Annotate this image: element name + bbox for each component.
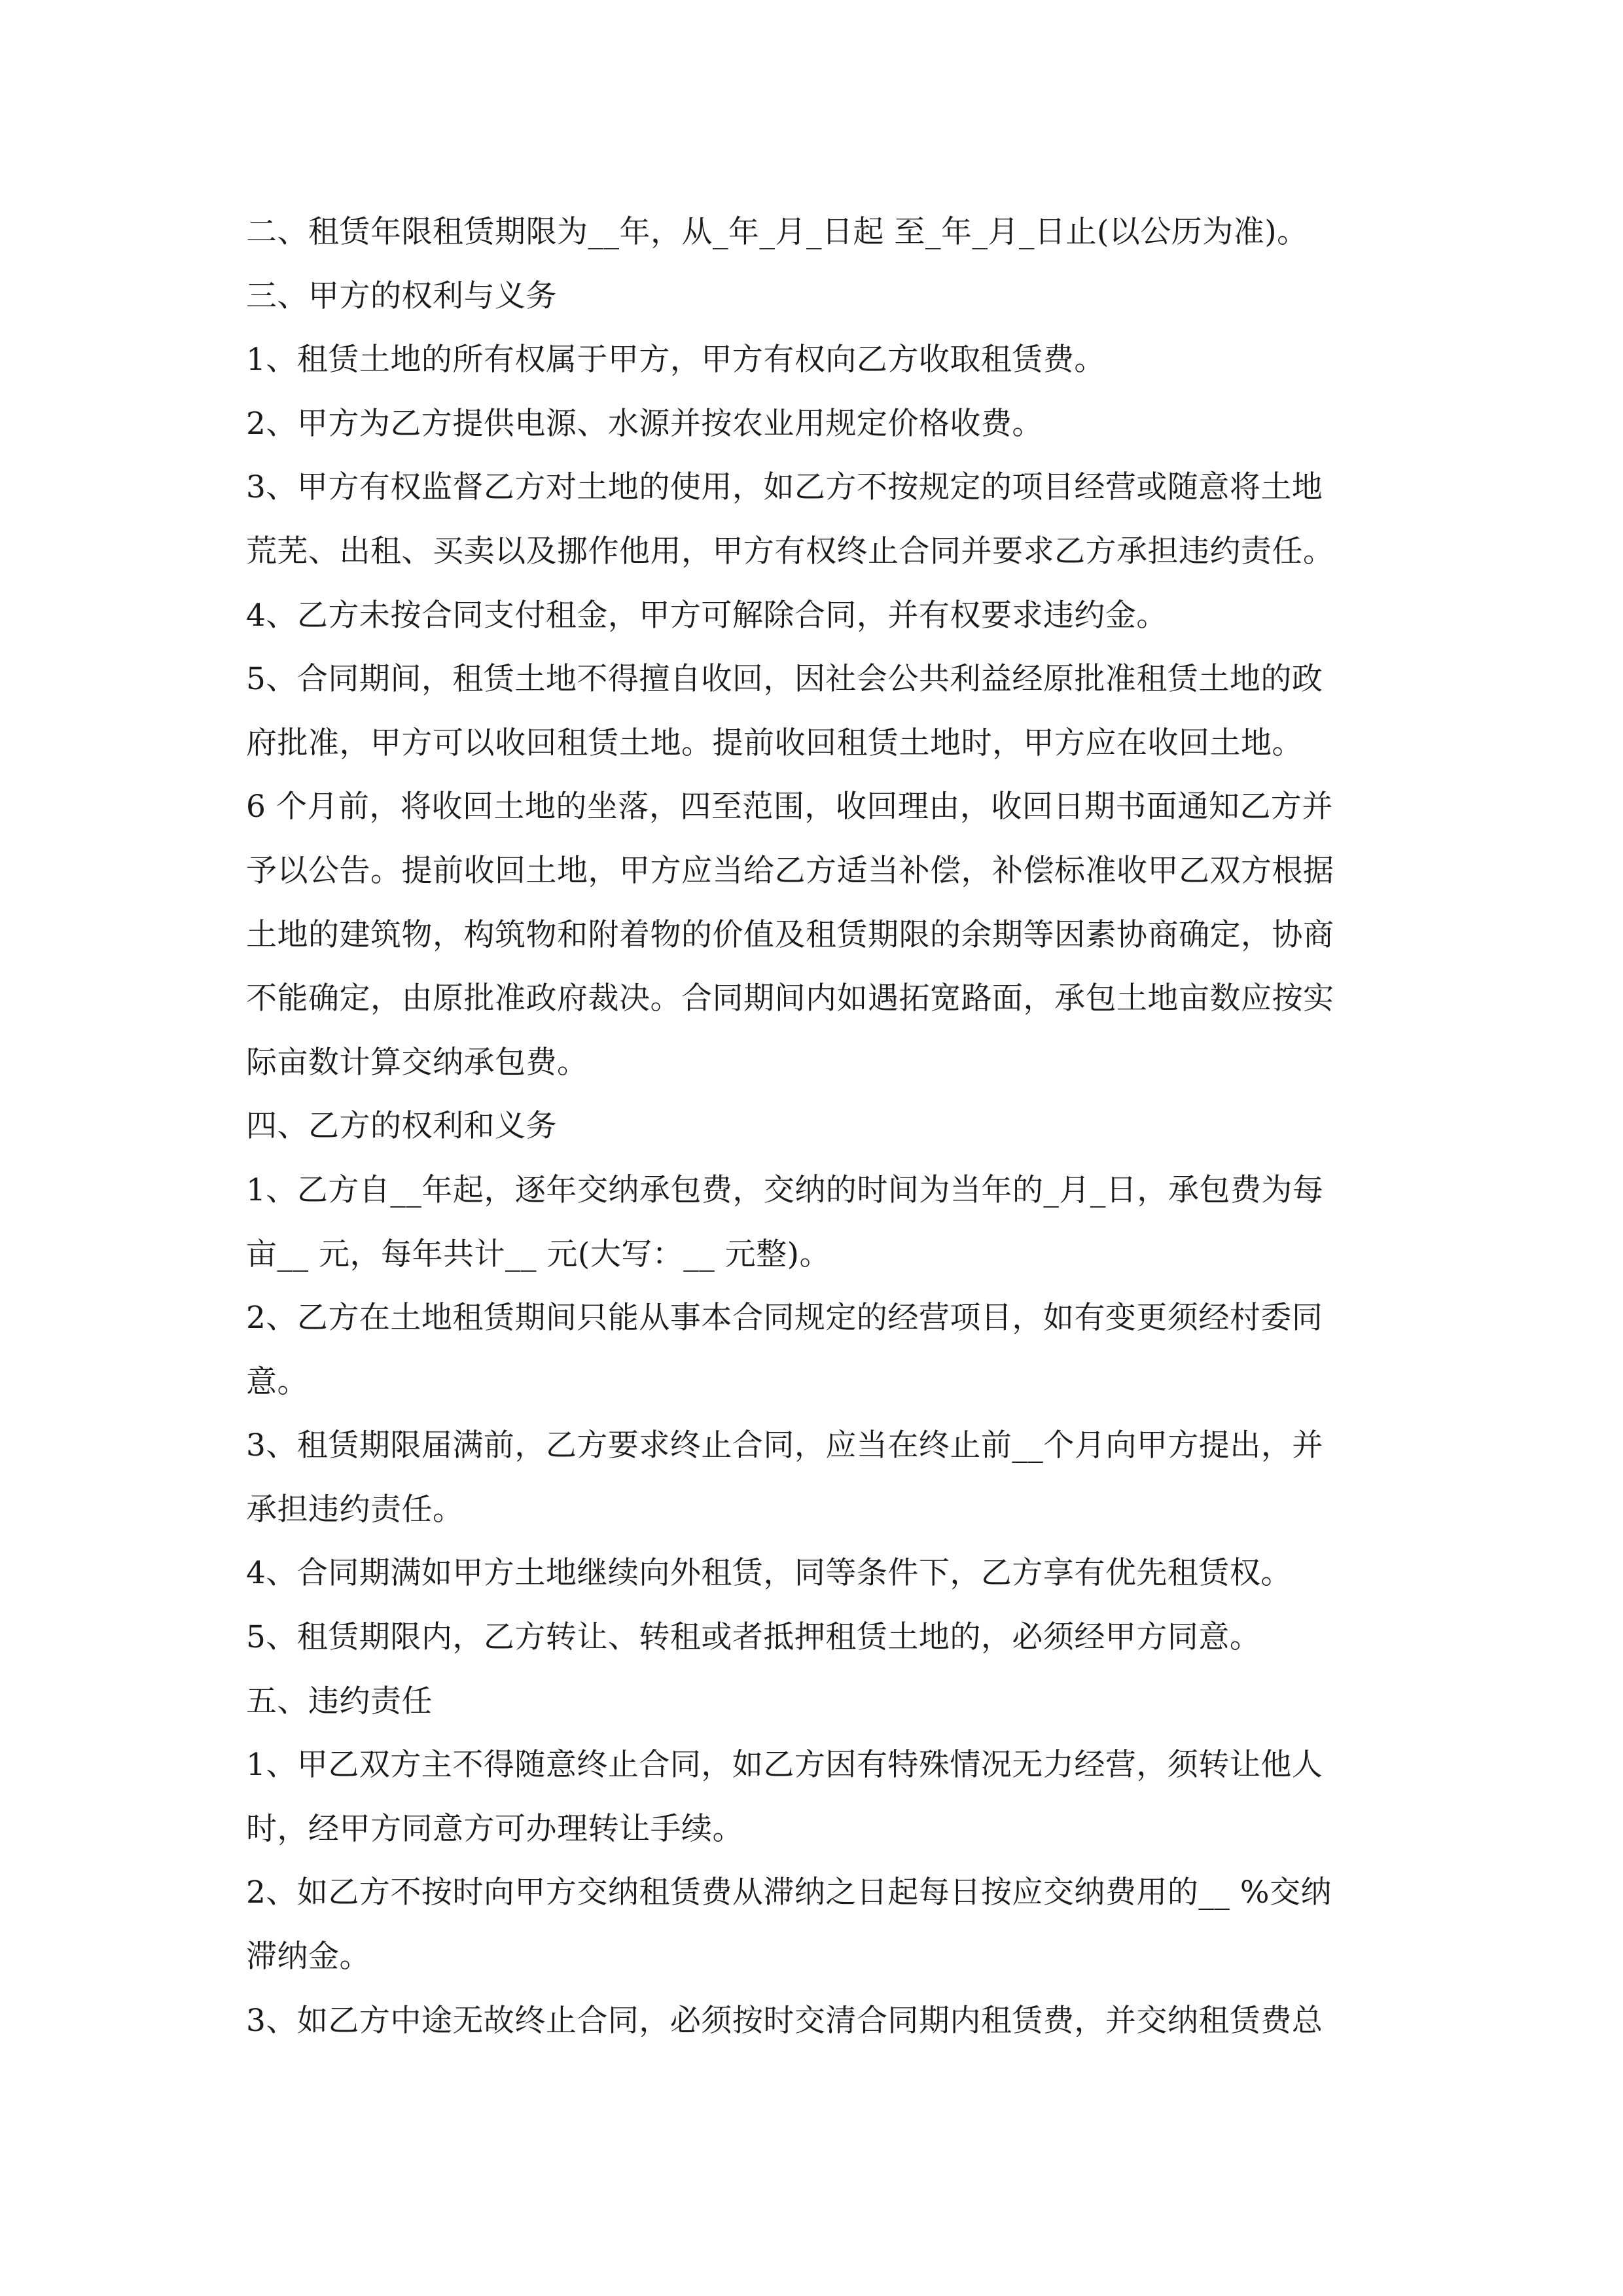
text-line: 3、甲方有权监督乙方对土地的使用，如乙方不按规定的项目经营或随意将土地 (246, 469, 1323, 506)
section-heading: 四、乙方的权利和义务 (246, 1108, 557, 1145)
text-line: 3、如乙方中途无故终止合同，必须按时交清合同期内租赁费，并交纳租赁费总 (246, 2002, 1323, 2039)
text-line: 1、甲乙双方主不得随意终止合同，如乙方因有特殊情况无力经营，须转让他人 (246, 1747, 1323, 1784)
text-line: 亩__ 元，每年共计__ 元(大写：__ 元整)。 (246, 1236, 830, 1272)
text-line: 4、乙方未按合同支付租金，甲方可解除合同，并有权要求违约金。 (246, 597, 1168, 634)
document-body (246, 200, 1391, 2053)
text-line: 4、合同期满如甲方土地继续向外租赁，同等条件下，乙方享有优先租赁权。 (246, 1555, 1292, 1592)
text-line: 2、如乙方不按时向甲方交纳租赁费从滞纳之日起每日按应交纳费用的__ %交纳 (246, 1874, 1332, 1911)
text-line: 时，经甲方同意方可办理转让手续。 (246, 1810, 743, 1847)
text-line: 5、租赁期限内，乙方转让、转租或者抵押租赁土地的，必须经甲方同意。 (246, 1619, 1261, 1656)
text-line: 6 个月前，将收回土地的坐落，四至范围，收回理由，收回日期书面通知乙方并 (246, 789, 1333, 825)
text-line: 承担违约责任。 (246, 1491, 464, 1528)
text-line: 3、租赁期限届满前，乙方要求终止合同，应当在终止前__个月向甲方提出，并 (246, 1427, 1323, 1464)
text-line: 荒芜、出租、买卖以及挪作他用，甲方有权终止合同并要求乙方承担违约责任。 (246, 533, 1334, 569)
section-heading: 五、违约责任 (246, 1683, 433, 1719)
text-line: 予以公告。提前收回土地，甲方应当给乙方适当补偿，补偿标准收甲乙双方根据 (246, 852, 1334, 889)
section-heading: 三、甲方的权利与义务 (246, 278, 557, 314)
text-line: 不能确定，由原批准政府裁决。合同期间内如遇拓宽路面，承包土地亩数应按实 (246, 980, 1334, 1017)
text-line: 二、租赁年限租赁期限为__年，从_年_月_日起 至_年_月_日止(以公历为准)。 (246, 214, 1308, 250)
text-line: 意。 (246, 1363, 308, 1400)
text-line: 1、乙方自__年起，逐年交纳承包费，交纳的时间为当年的_月_日，承包费为每 (246, 1172, 1324, 1208)
text-line: 2、甲方为乙方提供电源、水源并按农业用规定价格收费。 (246, 405, 1043, 442)
text-line: 5、合同期间，租赁土地不得擅自收回，因社会公共利益经原批准租赁土地的政 (246, 661, 1323, 698)
text-line: 1、租赁土地的所有权属于甲方，甲方有权向乙方收取租赁费。 (246, 342, 1105, 378)
text-line: 土地的建筑物，构筑物和附着物的价值及租赁期限的余期等因素协商确定，协商 (246, 916, 1334, 953)
text-line: 府批准，甲方可以收回租赁土地。提前收回租赁土地时，甲方应在收回土地。 (246, 725, 1303, 761)
text-line: 2、乙方在土地租赁期间只能从事本合同规定的经营项目，如有变更须经村委同 (246, 1300, 1323, 1336)
text-line: 滞纳金。 (246, 1939, 370, 1975)
text-line: 际亩数计算交纳承包费。 (246, 1044, 588, 1081)
